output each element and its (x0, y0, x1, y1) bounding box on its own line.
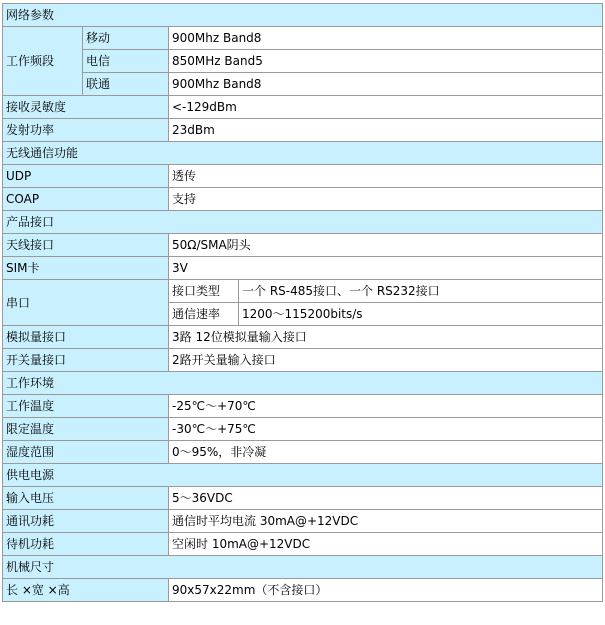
row-switch (3, 349, 603, 372)
humidity-label: 湿度范围 (3, 441, 169, 464)
voltage-label: 输入电压 (3, 487, 169, 510)
tx-power-label: 发射功率 (3, 119, 169, 142)
carrier-value: 900Mhz Band8 (169, 73, 603, 96)
sensitivity-label: 接收灵敏度 (3, 96, 169, 119)
row-band-unicom (3, 73, 603, 96)
humidity-value: 0～95%，非冷凝 (169, 441, 603, 464)
row-udp (3, 165, 603, 188)
size-value: 90x57x22mm（不含接口） (169, 579, 603, 602)
udp-label: UDP (3, 165, 169, 188)
work-temp-label: 工作温度 (3, 395, 169, 418)
row-band-mobile (3, 27, 603, 50)
section-title-power: 供电电源 (3, 464, 603, 487)
row-comm-power (3, 510, 603, 533)
section-power (3, 464, 603, 487)
sim-label: SIM卡 (3, 257, 169, 280)
row-voltage (3, 487, 603, 510)
row-humidity (3, 441, 603, 464)
serial-type-value: 一个 RS-485接口、一个 RS232接口 (239, 280, 603, 303)
analog-value: 3路 12位模拟量输入接口 (169, 326, 603, 349)
limit-temp-label: 限定温度 (3, 418, 169, 441)
section-interface (3, 211, 603, 234)
work-temp-value: -25℃～+70℃ (169, 395, 603, 418)
section-mechanical (3, 556, 603, 579)
serial-rate-value: 1200～115200bits/s (239, 303, 603, 326)
row-work-temp (3, 395, 603, 418)
row-analog (3, 326, 603, 349)
switch-value: 2路开关量输入接口 (169, 349, 603, 372)
udp-value: 透传 (169, 165, 603, 188)
sensitivity-value: <-129dBm (169, 96, 603, 119)
section-title-network: 网络参数 (3, 4, 603, 27)
carrier-value: 850MHz Band5 (169, 50, 603, 73)
spec-table (2, 3, 603, 602)
sim-value: 3V (169, 257, 603, 280)
row-antenna (3, 234, 603, 257)
section-title-environment: 工作环境 (3, 372, 603, 395)
band-label: 工作频段 (3, 27, 83, 96)
limit-temp-value: -30℃～+75℃ (169, 418, 603, 441)
coap-label: COAP (3, 188, 169, 211)
row-sim (3, 257, 603, 280)
row-tx-power (3, 119, 603, 142)
section-environment (3, 372, 603, 395)
carrier-name: 移动 (83, 27, 169, 50)
voltage-value: 5～36VDC (169, 487, 603, 510)
row-sensitivity (3, 96, 603, 119)
standby-power-label: 待机功耗 (3, 533, 169, 556)
row-serial-type (3, 280, 603, 303)
serial-label: 串口 (3, 280, 169, 326)
section-wireless (3, 142, 603, 165)
row-size (3, 579, 603, 602)
carrier-name: 联通 (83, 73, 169, 96)
coap-value: 支持 (169, 188, 603, 211)
serial-rate-label: 通信速率 (169, 303, 239, 326)
standby-power-value: 空闲时 10mA@+12VDC (169, 533, 603, 556)
analog-label: 模拟量接口 (3, 326, 169, 349)
row-band-telecom (3, 50, 603, 73)
section-title-mechanical: 机械尺寸 (3, 556, 603, 579)
size-label: 长 ×宽 ×高 (3, 579, 169, 602)
tx-power-value: 23dBm (169, 119, 603, 142)
antenna-value: 50Ω/SMA阴头 (169, 234, 603, 257)
carrier-name: 电信 (83, 50, 169, 73)
row-limit-temp (3, 418, 603, 441)
section-network (3, 4, 603, 27)
row-standby-power (3, 533, 603, 556)
row-coap (3, 188, 603, 211)
antenna-label: 天线接口 (3, 234, 169, 257)
switch-label: 开关量接口 (3, 349, 169, 372)
comm-power-label: 通讯功耗 (3, 510, 169, 533)
section-title-interface: 产品接口 (3, 211, 603, 234)
section-title-wireless: 无线通信功能 (3, 142, 603, 165)
carrier-value: 900Mhz Band8 (169, 27, 603, 50)
comm-power-value: 通信时平均电流 30mA@+12VDC (169, 510, 603, 533)
serial-type-label: 接口类型 (169, 280, 239, 303)
